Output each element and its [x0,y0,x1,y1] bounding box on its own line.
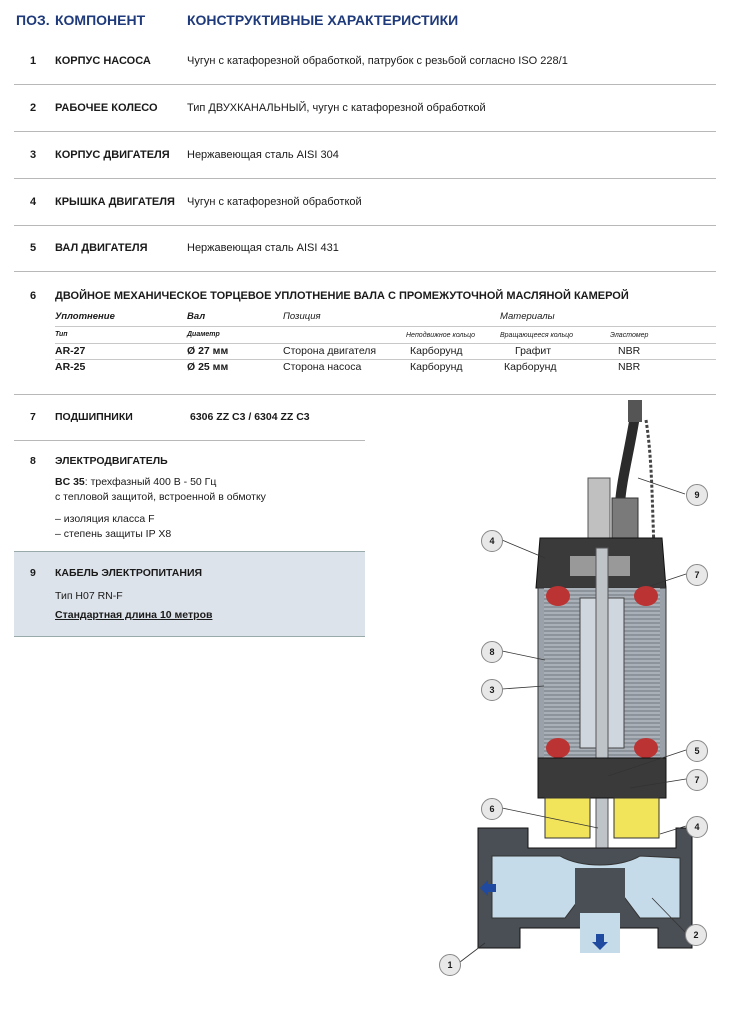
motor-line2: с тепловой защитой, встроенной в обмотку [55,491,266,503]
bearings-name: ПОДШИПНИКИ [55,411,133,423]
row-name: РАБОЧЕЕ КОЛЕСО [55,102,158,114]
row-num: 7 [30,411,36,423]
header-features: КОНСТРУКТИВНЫЕ ХАРАКТЕРИСТИКИ [187,12,459,28]
row-num: 1 [30,55,37,67]
fixed-ring-material: Карборунд [410,345,463,357]
motor-bullet: – изоляция класса F [55,513,155,525]
rotating-ring-material: Графит [515,345,552,357]
cable-name: КАБЕЛЬ ЭЛЕКТРОПИТАНИЯ [55,567,203,579]
fixed-ring-material: Карборунд [410,361,463,373]
callout-marker: 8 [481,641,503,663]
row-num: 9 [30,567,36,579]
row-desc: Чугун с катафорезной обработкой [187,196,362,208]
header-pos: ПОЗ. [16,12,50,28]
seal-title: ДВОЙНОЕ МЕХАНИЧЕСКОЕ ТОРЦЕВОЕ УПЛОТНЕНИЕ ВАЛА С ПРОМЕЖУТОЧНОЙ МАСЛЯНОЙ КАМЕРОЙ [55,290,629,302]
callout-marker: 1 [439,954,461,976]
rotating-ring-subheader: Вращающееся кольцо [500,332,574,339]
row-name: КОРПУС НАСОСА [55,55,151,67]
motor-line1 [55,476,216,488]
motor-model: BC 35 [55,476,85,488]
row-name: КОРПУС ДВИГАТЕЛЯ [55,149,170,161]
component-row [14,226,716,272]
component-row [14,85,716,132]
row-num: 5 [30,242,37,254]
callout-marker: 2 [685,924,707,946]
bearings-value: 6306 ZZ C3 / 6304 ZZ C3 [190,411,310,423]
cable-plug-icon [628,400,642,422]
callout-marker: 9 [686,484,708,506]
cable-section [14,551,365,637]
pump-cutaway-illustration [430,398,720,990]
callout-marker: 7 [686,769,708,791]
callout-marker: 5 [686,740,708,762]
component-row [14,38,716,85]
diameter-subheader: Диаметр [187,331,220,338]
row-num: 4 [30,196,37,208]
row-desc: Тип ДВУХКАНАЛЬНЫЙ, чугун с катафорезной обработкой [187,102,486,114]
fixed-ring-subheader: Неподвижное кольцо [406,332,476,339]
shaft-shape [596,548,608,878]
callout-marker: 3 [481,679,503,701]
row-num: 2 [30,102,37,114]
position-col-header: Позиция [283,311,321,322]
divider [55,359,716,360]
elastomer-subheader: Эластомер [610,332,649,339]
oil-chamber-shape [614,798,659,838]
shaft-diameter: Ø 27 мм [187,345,229,357]
type-subheader: Тип [55,331,68,338]
elastomer-material: NBR [618,345,641,357]
component-row [14,132,716,179]
divider [55,326,716,327]
cable-length: Стандартная длина 10 метров [55,609,213,621]
row-name: ВАЛ ДВИГАТЕЛЯ [55,242,148,254]
row-desc: Нержавеющая сталь AISI 431 [187,242,339,254]
seal-col-header: Уплотнение [55,311,115,322]
divider [55,343,716,344]
motor-name: ЭЛЕКТРОДВИГАТЕЛЬ [55,455,168,467]
callout-marker: 4 [686,816,708,838]
header-component: КОМПОНЕНТ [55,12,146,28]
bearings-section [14,395,365,441]
handle-icon [588,478,610,538]
row-desc: Нержавеющая сталь AISI 304 [187,149,339,161]
seal-position: Сторона насоса [283,361,362,373]
cable-icon [620,416,635,503]
materials-col-header: Материалы [500,311,555,322]
shaft-col-header: Вал [187,311,206,322]
chain-icon [646,420,654,548]
seal-type: AR-27 [55,345,86,357]
row-num: 8 [30,455,36,467]
callout-marker: 7 [686,564,708,586]
motor-spec: : трехфазный 400 В - 50 Гц [84,476,217,488]
shaft-diameter: Ø 25 мм [187,361,229,373]
rotating-ring-material: Карборунд [504,361,557,373]
cable-type: Тип H07 RN-F [55,590,123,602]
elastomer-material: NBR [618,361,641,373]
motor-bullet: – степень защиты IP X8 [55,528,172,540]
seal-type: AR-25 [55,361,86,373]
callout-marker: 6 [481,798,503,820]
row-desc: Чугун с катафорезной обработкой, патрубок с резьбой согласно ISO 228/1 [187,55,568,67]
seal-position: Сторона двигателя [283,345,377,357]
row-num: 6 [30,290,37,302]
callout-marker: 4 [481,530,503,552]
row-num: 3 [30,149,37,161]
component-row [14,179,716,226]
row-name: КРЫШКА ДВИГАТЕЛЯ [55,196,175,208]
